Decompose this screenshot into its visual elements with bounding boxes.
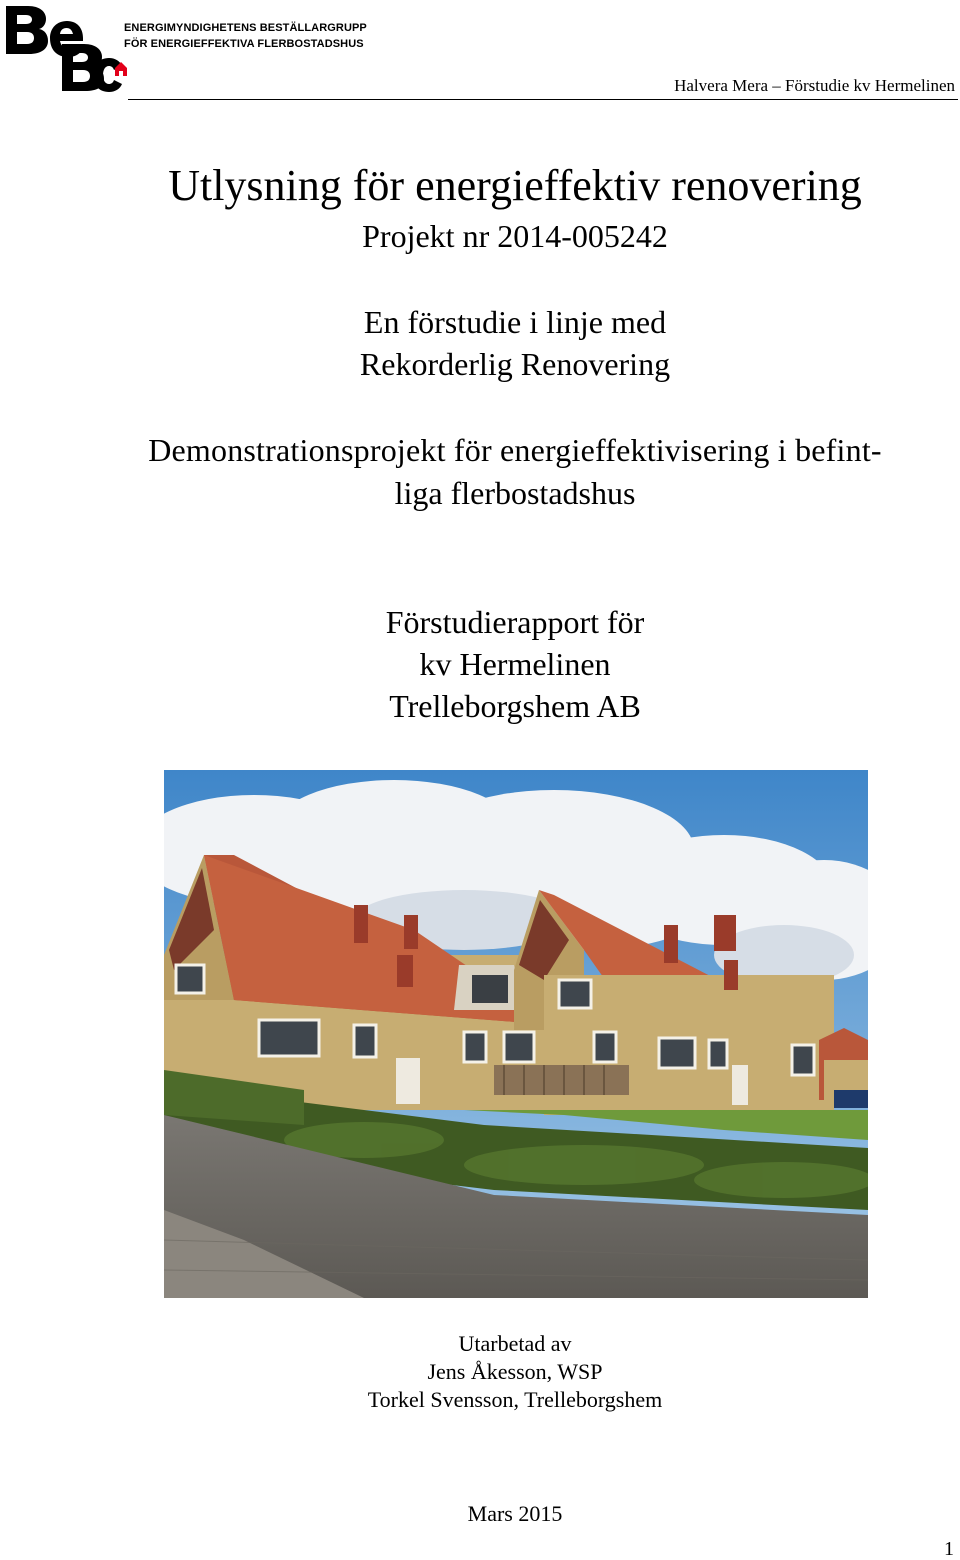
prepared-by-label: Utarbetad av [458,1331,572,1356]
author-2: Torkel Svensson, Trelleborgshem [367,1387,663,1412]
org-name-line-2: FÖR ENERGIEFFEKTIVA FLERBOSTADSHUS [124,38,364,50]
report-line-3: Trelleborgshem AB [389,688,641,724]
page-number: 1 [944,1538,954,1560]
running-header: Halvera Mera – Förstudie kv Hermelinen [674,76,955,95]
header-rule [128,99,958,100]
report-line-2: kv Hermelinen [419,646,611,682]
document-title: Utlysning för energieffektiv renovering [168,161,862,210]
demo-line-1: Demonstrationsprojekt för energieffektivisering i befint- [148,432,882,468]
org-name-line-1: ENERGIMYNDIGHETENS BESTÄLLARGRUPP [124,22,367,34]
project-number: Projekt nr 2014-005242 [362,218,668,254]
bebo-logo [4,4,129,92]
publication-date: Mars 2015 [467,1501,563,1526]
study-line-1: En förstudie i linje med [363,304,667,340]
building-photo [164,770,868,1298]
report-line-1: Förstudierapport för [385,604,645,640]
author-1: Jens Åkesson, WSP [427,1359,603,1384]
study-line-2: Rekorderlig Renovering [359,346,671,382]
demo-line-2: liga flerbostadshus [394,475,636,511]
